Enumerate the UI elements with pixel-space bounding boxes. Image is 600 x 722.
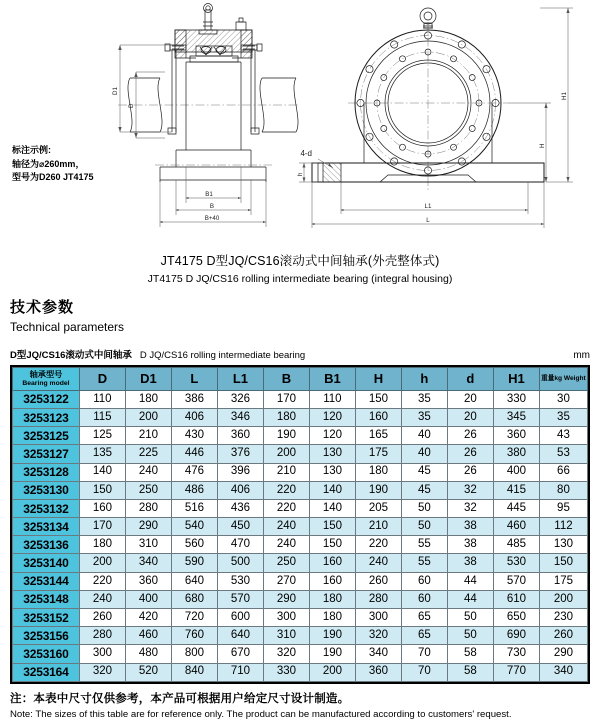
- table-header-b: B: [263, 367, 309, 390]
- cell-d: 220: [79, 572, 125, 590]
- cell-l: 800: [171, 645, 217, 663]
- cell-l1: 436: [217, 499, 263, 517]
- table-row: [13, 427, 588, 445]
- cell-l1: 326: [217, 390, 263, 408]
- cell-bearing-model: 3253164: [13, 663, 80, 681]
- cell-b: 300: [263, 609, 309, 627]
- cell-h: 70: [401, 663, 447, 681]
- cell-l: 476: [171, 463, 217, 481]
- cell-d: 58: [447, 645, 493, 663]
- cell-d: 32: [447, 481, 493, 499]
- cell-d1: 310: [125, 536, 171, 554]
- cell-d1: 240: [125, 463, 171, 481]
- cell-bearing-model: 3253136: [13, 536, 80, 554]
- cell-b: 310: [263, 627, 309, 645]
- cell-h1: 415: [493, 481, 539, 499]
- cell-b1: 150: [309, 536, 355, 554]
- cell-h: 55: [401, 554, 447, 572]
- cell-b1: 160: [309, 572, 355, 590]
- table-header-d: D: [79, 367, 125, 390]
- section-heading-english: Technical parameters: [10, 319, 125, 334]
- cell-weight: 290: [539, 645, 587, 663]
- cell-d: 26: [447, 445, 493, 463]
- table-row: [13, 390, 588, 408]
- cell-d: 115: [79, 408, 125, 426]
- cell-d1: 360: [125, 572, 171, 590]
- cell-weight: 43: [539, 427, 587, 445]
- cell-d: 180: [79, 536, 125, 554]
- cell-b: 240: [263, 536, 309, 554]
- table-row: [13, 554, 588, 572]
- cell-bearing-model: 3253140: [13, 554, 80, 572]
- cell-d: 260: [79, 609, 125, 627]
- svg-text:h: h: [297, 172, 304, 176]
- cell-h: 300: [355, 609, 401, 627]
- cell-h1: 610: [493, 590, 539, 608]
- cell-h1: 345: [493, 408, 539, 426]
- cell-d1: 225: [125, 445, 171, 463]
- table-body: [13, 390, 588, 681]
- svg-text:H1: H1: [561, 92, 568, 100]
- svg-text:L: L: [426, 217, 430, 224]
- cell-l: 840: [171, 663, 217, 681]
- table-header-l1: L1: [217, 367, 263, 390]
- cell-d: 160: [79, 499, 125, 517]
- cell-b1: 130: [309, 463, 355, 481]
- cell-bearing-model: 3253132: [13, 499, 80, 517]
- table-header-h1: H1: [493, 367, 539, 390]
- cell-h: 70: [401, 645, 447, 663]
- cell-h1: 570: [493, 572, 539, 590]
- cell-h1: 330: [493, 390, 539, 408]
- cell-d: 38: [447, 554, 493, 572]
- table-caption: [10, 347, 590, 361]
- cell-h1: 730: [493, 645, 539, 663]
- cell-d: 38: [447, 536, 493, 554]
- cell-h: 45: [401, 481, 447, 499]
- cell-d: 26: [447, 463, 493, 481]
- svg-text:H: H: [539, 143, 546, 148]
- cell-l: 386: [171, 390, 217, 408]
- cell-d1: 340: [125, 554, 171, 572]
- cell-b1: 190: [309, 645, 355, 663]
- footnote-chinese: 注：本表中尺寸仅供参考，本产品可根据用户给定尺寸设计制造。: [10, 692, 350, 705]
- cell-b1: 120: [309, 408, 355, 426]
- table-header-l: L: [171, 367, 217, 390]
- table-row: [13, 609, 588, 627]
- cell-d: 58: [447, 663, 493, 681]
- cell-b: 220: [263, 481, 309, 499]
- svg-text:B: B: [209, 203, 215, 210]
- cell-l1: 710: [217, 663, 263, 681]
- svg-text:D: D: [128, 103, 135, 108]
- cell-b: 250: [263, 554, 309, 572]
- table-footnote: [10, 691, 590, 722]
- section-heading: [10, 298, 600, 336]
- cell-d1: 200: [125, 408, 171, 426]
- cell-l1: 406: [217, 481, 263, 499]
- cell-d1: 460: [125, 627, 171, 645]
- cell-weight: 35: [539, 408, 587, 426]
- table-row: [13, 572, 588, 590]
- footnote-english: Note: The sizes of this table are for reference only. The product can be manufactured according to customers' request.: [10, 709, 512, 721]
- table-row: [13, 627, 588, 645]
- table-caption-chinese: D型JQ/CS16滚动式中间轴承: [10, 349, 132, 361]
- table-row: [13, 663, 588, 681]
- marking-example-note: [12, 144, 94, 185]
- cell-bearing-model: 3253127: [13, 445, 80, 463]
- cell-weight: 30: [539, 390, 587, 408]
- figure-title-chinese: JT4175 D型JQ/CS16滚动式中间轴承(外壳整体式): [160, 254, 440, 268]
- cell-d: 170: [79, 518, 125, 536]
- cell-l1: 530: [217, 572, 263, 590]
- cell-d: 300: [79, 645, 125, 663]
- table-header-h: h: [401, 367, 447, 390]
- cell-bearing-model: 3253134: [13, 518, 80, 536]
- cell-d1: 290: [125, 518, 171, 536]
- cell-d1: 180: [125, 390, 171, 408]
- cell-h1: 460: [493, 518, 539, 536]
- cell-h: 280: [355, 590, 401, 608]
- cell-d: 32: [447, 499, 493, 517]
- cell-d: 20: [447, 408, 493, 426]
- cell-h: 240: [355, 554, 401, 572]
- table-caption-english: D JQ/CS16 rolling intermediate bearing: [139, 349, 306, 361]
- cell-b1: 120: [309, 427, 355, 445]
- cell-b: 320: [263, 645, 309, 663]
- cell-l1: 640: [217, 627, 263, 645]
- cell-h: 40: [401, 445, 447, 463]
- cell-bearing-model: 3253148: [13, 590, 80, 608]
- figure-title-english: JT4175 D JQ/CS16 rolling intermediate bearing (integral housing): [147, 272, 453, 285]
- cell-bearing-model: 3253144: [13, 572, 80, 590]
- cell-d: 135: [79, 445, 125, 463]
- technical-drawing-svg: [0, 0, 600, 248]
- svg-text:L1: L1: [424, 203, 432, 210]
- cell-l1: 470: [217, 536, 263, 554]
- cell-d1: 280: [125, 499, 171, 517]
- cell-b1: 130: [309, 445, 355, 463]
- cell-b: 170: [263, 390, 309, 408]
- cell-bearing-model: 3253123: [13, 408, 80, 426]
- table-row: [13, 445, 588, 463]
- cell-d1: 400: [125, 590, 171, 608]
- cell-b1: 110: [309, 390, 355, 408]
- cell-h: 360: [355, 663, 401, 681]
- svg-text:B1: B1: [205, 191, 213, 198]
- cell-bearing-model: 3253125: [13, 427, 80, 445]
- cell-d: 125: [79, 427, 125, 445]
- cell-b: 190: [263, 427, 309, 445]
- cell-h: 50: [401, 499, 447, 517]
- table-header-d: d: [447, 367, 493, 390]
- cell-bearing-model: 3253128: [13, 463, 80, 481]
- table-header-bearing-model: [13, 367, 80, 390]
- cell-weight: 80: [539, 481, 587, 499]
- cell-d: 200: [79, 554, 125, 572]
- cell-l: 540: [171, 518, 217, 536]
- cell-b1: 180: [309, 590, 355, 608]
- cell-d: 20: [447, 390, 493, 408]
- specification-table-container: [10, 365, 590, 684]
- cell-b: 180: [263, 408, 309, 426]
- cell-h: 65: [401, 627, 447, 645]
- svg-text:D1: D1: [112, 87, 119, 95]
- cell-bearing-model: 3253130: [13, 481, 80, 499]
- table-row: [13, 590, 588, 608]
- cell-b: 220: [263, 499, 309, 517]
- cell-h: 55: [401, 536, 447, 554]
- table-header-b1: B1: [309, 367, 355, 390]
- cell-weight: 175: [539, 572, 587, 590]
- cell-h1: 400: [493, 463, 539, 481]
- specification-table: [12, 367, 588, 682]
- cell-l1: 376: [217, 445, 263, 463]
- cell-b1: 150: [309, 518, 355, 536]
- cell-bearing-model: 3253122: [13, 390, 80, 408]
- cell-b1: 190: [309, 627, 355, 645]
- cell-h: 175: [355, 445, 401, 463]
- cell-h: 220: [355, 536, 401, 554]
- cell-d: 150: [79, 481, 125, 499]
- svg-text:B+40: B+40: [204, 215, 220, 222]
- cell-h: 190: [355, 481, 401, 499]
- cell-bearing-model: 3253156: [13, 627, 80, 645]
- cell-l1: 450: [217, 518, 263, 536]
- table-row: [13, 645, 588, 663]
- cell-weight: 340: [539, 663, 587, 681]
- cell-d: 140: [79, 463, 125, 481]
- table-header-d1: D1: [125, 367, 171, 390]
- cell-l: 486: [171, 481, 217, 499]
- cell-l: 430: [171, 427, 217, 445]
- cell-h1: 380: [493, 445, 539, 463]
- cell-b1: 160: [309, 554, 355, 572]
- cell-l1: 360: [217, 427, 263, 445]
- cell-l1: 346: [217, 408, 263, 426]
- cell-l: 516: [171, 499, 217, 517]
- cell-b1: 140: [309, 481, 355, 499]
- cell-b: 330: [263, 663, 309, 681]
- table-header-h: H: [355, 367, 401, 390]
- cell-b1: 140: [309, 499, 355, 517]
- cell-b1: 200: [309, 663, 355, 681]
- cell-l: 560: [171, 536, 217, 554]
- cell-l: 406: [171, 408, 217, 426]
- cell-weight: 200: [539, 590, 587, 608]
- cell-h1: 650: [493, 609, 539, 627]
- cell-weight: 130: [539, 536, 587, 554]
- table-row: [13, 499, 588, 517]
- header-label-chinese: 轴承型号: [29, 370, 63, 380]
- cell-h: 150: [355, 390, 401, 408]
- cell-h: 160: [355, 408, 401, 426]
- cell-b: 270: [263, 572, 309, 590]
- cell-b: 200: [263, 445, 309, 463]
- cell-h: 320: [355, 627, 401, 645]
- cell-d: 26: [447, 427, 493, 445]
- cell-l: 446: [171, 445, 217, 463]
- cell-l: 680: [171, 590, 217, 608]
- cell-d: 240: [79, 590, 125, 608]
- cell-d: 50: [447, 609, 493, 627]
- cell-d1: 420: [125, 609, 171, 627]
- cell-h: 180: [355, 463, 401, 481]
- cell-d1: 480: [125, 645, 171, 663]
- cell-b: 240: [263, 518, 309, 536]
- cell-weight: 66: [539, 463, 587, 481]
- cell-weight: 150: [539, 554, 587, 572]
- table-row: [13, 408, 588, 426]
- cell-h: 60: [401, 572, 447, 590]
- table-row: [13, 518, 588, 536]
- cell-weight: 95: [539, 499, 587, 517]
- cell-h: 35: [401, 408, 447, 426]
- cell-bearing-model: 3253160: [13, 645, 80, 663]
- cell-h1: 690: [493, 627, 539, 645]
- cell-l1: 570: [217, 590, 263, 608]
- cell-d1: 210: [125, 427, 171, 445]
- cell-l: 640: [171, 572, 217, 590]
- cell-bearing-model: 3253152: [13, 609, 80, 627]
- marking-example-line-3: 型号为D260 JT4175: [12, 172, 94, 182]
- cell-h: 210: [355, 518, 401, 536]
- cell-h: 65: [401, 609, 447, 627]
- cell-h1: 530: [493, 554, 539, 572]
- cell-b: 210: [263, 463, 309, 481]
- cell-d: 320: [79, 663, 125, 681]
- cell-l1: 670: [217, 645, 263, 663]
- marking-example-line-2: 轴径为⌀260mm，: [12, 158, 85, 169]
- cell-h: 205: [355, 499, 401, 517]
- cell-b1: 180: [309, 609, 355, 627]
- cell-l: 720: [171, 609, 217, 627]
- cell-l1: 600: [217, 609, 263, 627]
- table-row: [13, 481, 588, 499]
- cell-h1: 360: [493, 427, 539, 445]
- cell-h1: 485: [493, 536, 539, 554]
- cell-h: 35: [401, 390, 447, 408]
- cell-h1: 770: [493, 663, 539, 681]
- cell-d1: 250: [125, 481, 171, 499]
- cell-h: 50: [401, 518, 447, 536]
- right-view-front-drawing: [297, 8, 573, 228]
- technical-drawing-area: [0, 0, 600, 248]
- cell-h: 40: [401, 427, 447, 445]
- cell-weight: 112: [539, 518, 587, 536]
- cell-weight: 53: [539, 445, 587, 463]
- cell-l1: 500: [217, 554, 263, 572]
- table-header-row: [13, 367, 588, 390]
- section-heading-chinese: 技术参数: [10, 298, 75, 316]
- table-header-weight: 重量kg Weight: [539, 367, 587, 390]
- cell-b: 290: [263, 590, 309, 608]
- cell-d: 44: [447, 572, 493, 590]
- svg-text:4-d: 4-d: [300, 149, 312, 158]
- figure-title-block: [0, 252, 600, 288]
- header-label-english: Bearing model: [22, 379, 70, 387]
- cell-d: 38: [447, 518, 493, 536]
- cell-l1: 396: [217, 463, 263, 481]
- left-view-section-drawing: [112, 4, 300, 228]
- cell-d: 110: [79, 390, 125, 408]
- cell-d: 50: [447, 627, 493, 645]
- marking-example-line-1: 标注示例:: [12, 145, 51, 155]
- cell-h: 340: [355, 645, 401, 663]
- cell-l: 760: [171, 627, 217, 645]
- cell-l: 590: [171, 554, 217, 572]
- cell-h: 165: [355, 427, 401, 445]
- cell-h: 60: [401, 590, 447, 608]
- cell-d: 44: [447, 590, 493, 608]
- cell-h: 45: [401, 463, 447, 481]
- cell-d: 280: [79, 627, 125, 645]
- cell-weight: 230: [539, 609, 587, 627]
- table-row: [13, 536, 588, 554]
- cell-h1: 445: [493, 499, 539, 517]
- cell-weight: 260: [539, 627, 587, 645]
- table-unit-label: mm: [573, 349, 590, 361]
- cell-h: 260: [355, 572, 401, 590]
- table-row: [13, 463, 588, 481]
- cell-d1: 520: [125, 663, 171, 681]
